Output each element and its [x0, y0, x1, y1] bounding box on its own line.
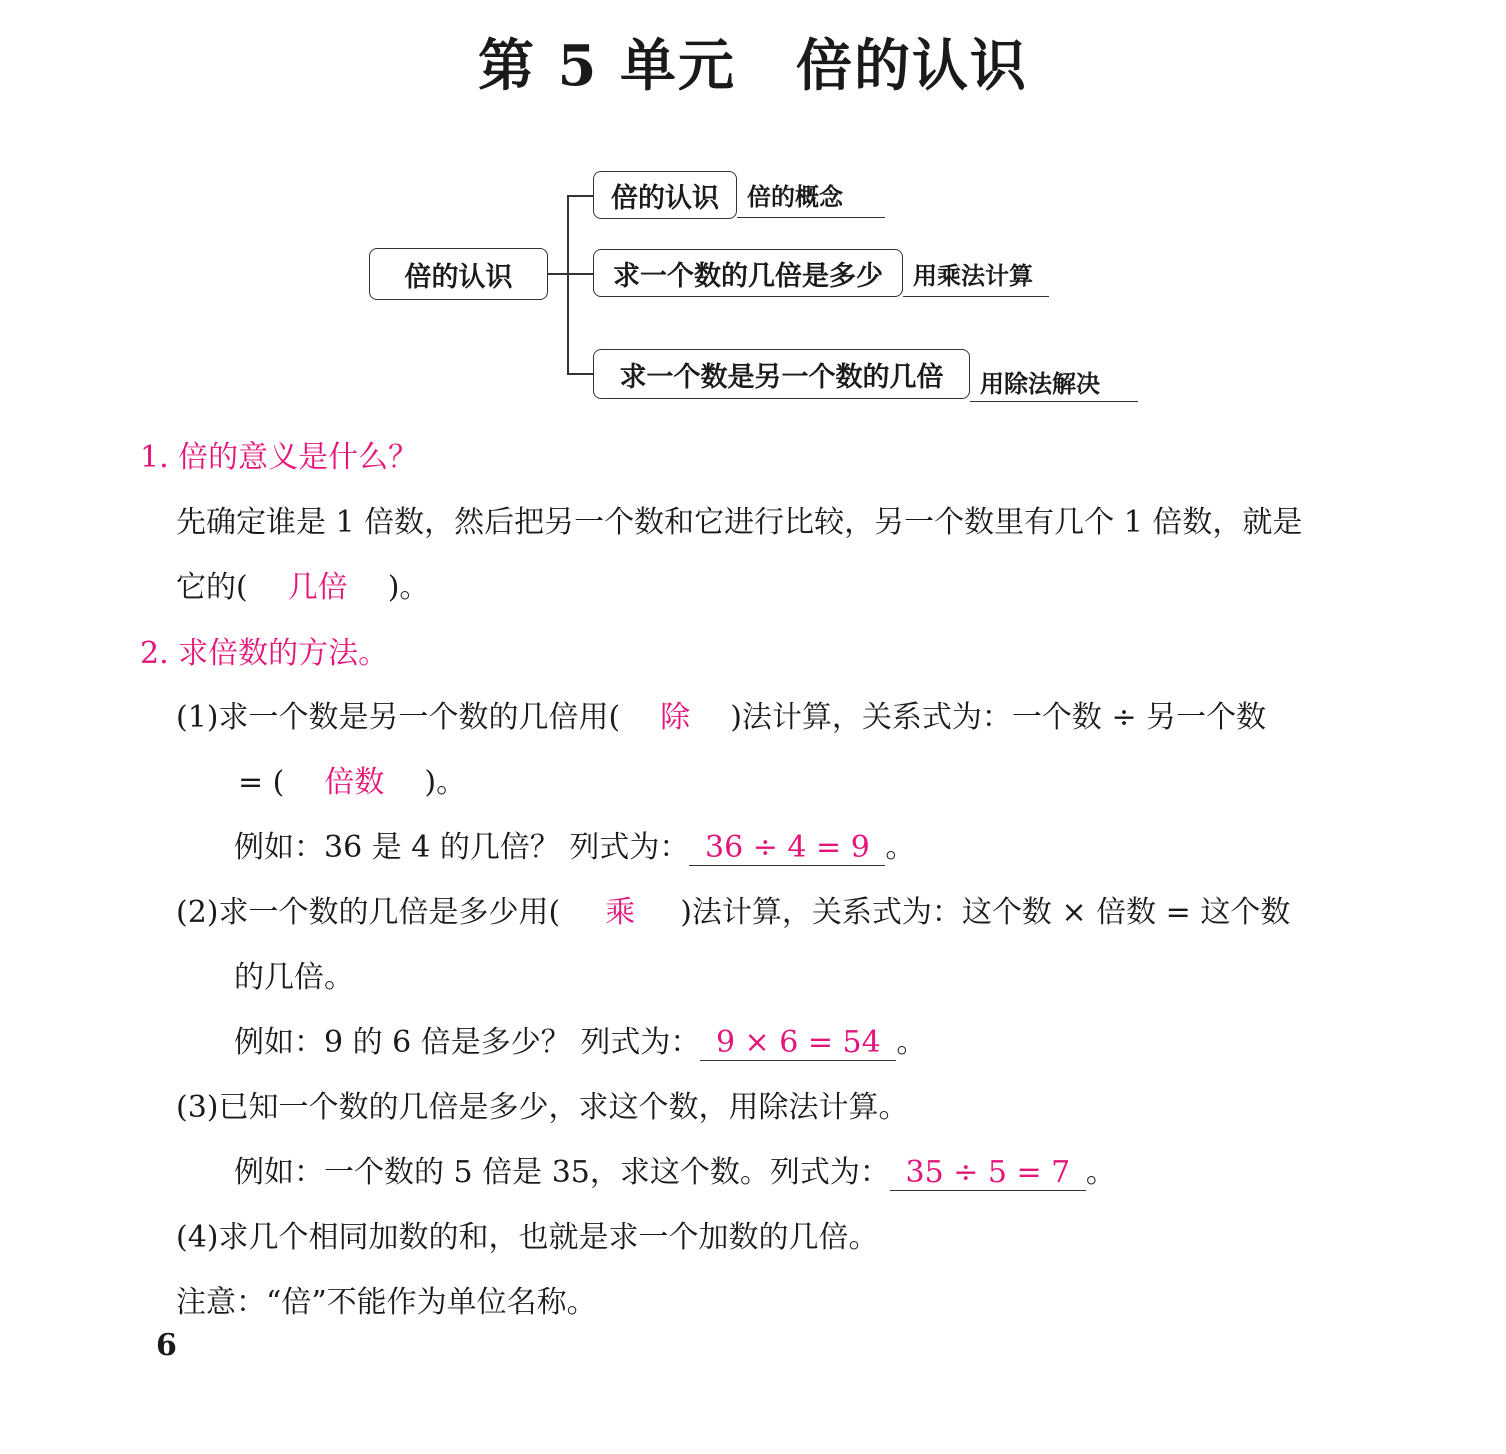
connector — [567, 373, 593, 375]
page-title: 第 5 单元 倍的认识 — [478, 33, 1028, 99]
q2-part-2b: 的几倍。 — [234, 960, 354, 995]
q2-part-4: (4)求几个相同加数的和，也就是求一个加数的几倍。 — [176, 1220, 879, 1255]
mindmap-note-3: 用除法解决 — [970, 367, 1138, 402]
q2-example-1: 例如：36 是 4 的几倍？ 列式为： 36 ÷ 4 = 9 。 — [234, 830, 916, 865]
connector — [567, 273, 593, 275]
q2-p1b-answer: 倍数 — [324, 765, 385, 800]
q2-p1-answer: 除 — [660, 700, 691, 735]
q2-part-1b: = ( 倍数 )。 — [238, 757, 466, 801]
q2-ex3-answer: 35 ÷ 5 = 7 — [890, 1155, 1086, 1191]
q2-note: 注意：“倍”不能作为单位名称。 — [176, 1285, 597, 1320]
mindmap-branch-1: 倍的认识 — [593, 171, 737, 219]
q2-example-3: 例如：一个数的 5 倍是 35，求这个数。列式为： 35 ÷ 5 = 7 。 — [234, 1155, 1116, 1190]
connector — [567, 195, 569, 373]
q2-ex1-answer: 36 ÷ 4 = 9 — [689, 830, 885, 866]
q2-p2-answer: 乘 — [605, 895, 636, 930]
mindmap-branch-2: 求一个数的几倍是多少 — [593, 249, 903, 297]
q2-ex2-answer: 9 × 6 = 54 — [700, 1025, 896, 1061]
mindmap-note-1: 倍的概念 — [737, 180, 885, 218]
q1-line-1: 先确定谁是 1 倍数，然后把另一个数和它进行比较，另一个数里有几个 1 倍数，就是 — [176, 505, 1303, 540]
q2-part-3: (3)已知一个数的几倍是多少，求这个数，用除法计算。 — [176, 1090, 909, 1125]
q1-line-2: 它的( 几倍 )。 — [176, 562, 429, 606]
question-2-heading: 2. 求倍数的方法。 — [140, 636, 389, 671]
page-number: 6 — [156, 1328, 177, 1363]
q2-example-2: 例如：9 的 6 倍是多少？ 列式为： 9 × 6 = 54 。 — [234, 1025, 927, 1060]
q2-part-2: (2)求一个数的几倍是多少用( 乘 )法计算，关系式为：这个数 × 倍数 = 这个数 — [176, 887, 1290, 931]
mindmap-branch-3: 求一个数是另一个数的几倍 — [593, 349, 970, 399]
question-1-heading: 1. 倍的意义是什么？ — [140, 440, 419, 475]
q2-part-1: (1)求一个数是另一个数的几倍用( 除 )法计算，关系式为：一个数 ÷ 另一个数 — [176, 692, 1266, 736]
mindmap-root: 倍的认识 — [369, 248, 548, 300]
q1-answer: 几倍 — [287, 570, 348, 605]
connector — [548, 273, 568, 275]
connector — [567, 195, 593, 197]
mindmap-note-2: 用乘法计算 — [903, 259, 1049, 297]
